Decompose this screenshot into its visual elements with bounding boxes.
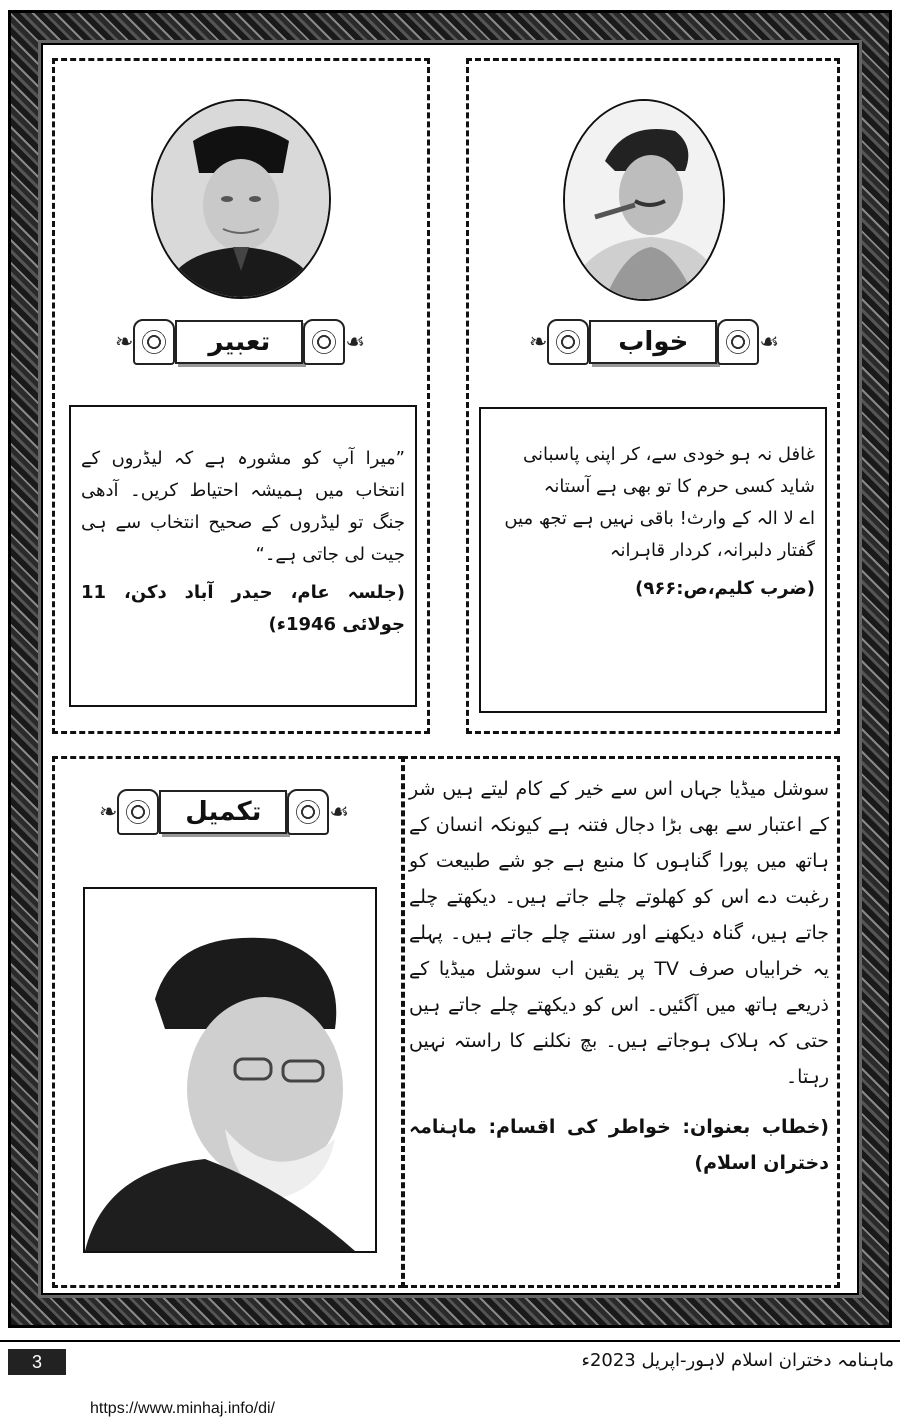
- panel-khwab: [466, 58, 840, 734]
- photo-tahir-image: [85, 889, 375, 1251]
- panel-social-media-text: [402, 756, 840, 1288]
- ornament-right: [303, 319, 345, 365]
- ornament-left: [117, 789, 159, 835]
- poem-citation: (ضرب کلیم،ص:۹۶۶): [635, 578, 815, 599]
- ornament-tip-left: ❧: [529, 329, 548, 355]
- panel-tabeer: [52, 58, 430, 734]
- poem-line-2: شاید کسی حرم کا تو بھی ہے آستانہ: [543, 476, 815, 497]
- magazine-title: ماہنامہ دختران اسلام لاہور-اپریل 2023ء: [581, 1350, 894, 1371]
- social-media-paragraph: سوشل میڈیا جہاں اس سے خیر کے کام لیتے ہیں شر کے اعتبار سے بھی بڑا دجال فتنہ ہے کیونکہ انسان کے ہاتھ میں پورا گناہوں کا منبع ہے جو شے طبیعت کو رغبت دے اس کو کھلوتے چلے جاتے ہیں۔ دیکھتے چلے جاتے ہیں، گناہ دیکھنے اور سنتے چلے جاتے ہیں۔ پہلے یہ خرابیاں صرف TV پر یقین اب سوشل میڈیا کے ذریعے ہاتھ میں آگئیں۔ اس کو دیکھتے چلے جاتے ہیں حتی کہ ہلاک ہوجاتے ہیں۔ بچ نکلنے کا راستہ نہیں رہتا۔: [409, 778, 829, 1088]
- panel-takmeel: [52, 756, 404, 1288]
- source-url[interactable]: https://www.minhaj.info/di/: [90, 1400, 275, 1417]
- footer-rule: [0, 1340, 900, 1342]
- heading-banner-takmeel: [99, 789, 349, 835]
- ornament-left: [133, 319, 175, 365]
- poem-line-1: غافل نہ ہو خودی سے، کر اپنی پاسبانی: [522, 444, 815, 465]
- ornament-tip-left: ❧: [99, 799, 118, 825]
- portrait-iqbal-image: [565, 101, 723, 299]
- heading-takmeel: تکمیل: [159, 790, 287, 834]
- social-media-text: [409, 771, 829, 1181]
- quote-text: ”میرا آپ کو مشورہ ہے کہ لیڈروں کے انتخاب میں ہمیشہ احتیاط کریں۔ آدھی جنگ تو لیڈروں کے صحیح انتخاب سے ہی جیت لی جاتی ہے۔“: [81, 448, 405, 565]
- ornament-tip-right: ☙: [759, 329, 779, 355]
- ornament-tip-right: ☙: [329, 799, 349, 825]
- quote-citation: (جلسہ عام، حیدر آباد دکن، 11 جولائی 1946ء): [81, 582, 405, 635]
- heading-tabeer: تعبیر: [175, 320, 303, 364]
- portrait-iqbal: [563, 99, 725, 301]
- page-number: 3: [8, 1349, 66, 1375]
- ornament-right: [717, 319, 759, 365]
- poem-line-4: گفتار دلبرانہ، کردار قاہرانہ: [609, 540, 815, 561]
- ornament-right: [287, 789, 329, 835]
- ornament-tip-left: ❧: [115, 329, 134, 355]
- ornament-left: [547, 319, 589, 365]
- heading-banner-tabeer: [115, 319, 365, 365]
- portrait-quaid: [151, 99, 331, 299]
- social-media-citation: (خطاب بعنوان: خواطر کی اقسام: ماہنامہ دختران اسلام): [409, 1116, 829, 1174]
- heading-khwab: خواب: [589, 320, 717, 364]
- ornament-tip-right: ☙: [345, 329, 365, 355]
- poem-box-iqbal: [479, 407, 827, 713]
- photo-frame-tahir: [83, 887, 377, 1253]
- quote-box-quaid: [69, 405, 417, 707]
- heading-banner-khwab: [529, 319, 779, 365]
- portrait-quaid-image: [153, 101, 329, 297]
- poem-line-3: اے لا الہ کے وارث! باقی نہیں ہے تجھ میں: [504, 508, 815, 529]
